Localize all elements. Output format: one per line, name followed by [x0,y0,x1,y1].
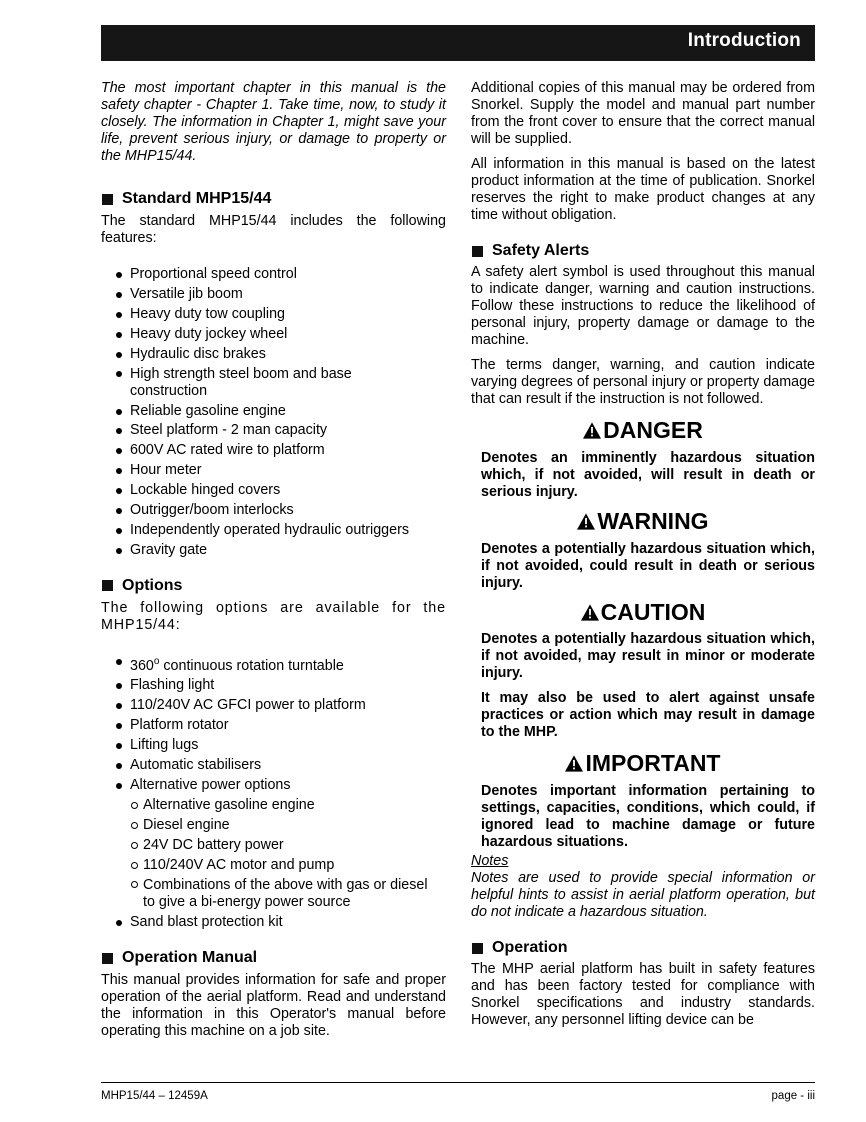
bullet-icon [116,763,122,769]
list-item: High strength steel boom and base construction [101,365,446,402]
list-item: Outrigger/boom interlocks [101,501,446,521]
list-item: Heavy duty jockey wheel [101,325,446,345]
info-paragraph: All information in this manual is based on the latest product information at the time of publication. Snorkel reserves the right to make product changes at any time without obligation. [471,156,815,223]
danger-text: Denotes an imminently hazardous situation which, if not avoided, will result in death or serious injury. [481,450,815,500]
list-item: Proportional speed control [101,265,446,285]
list-item: Automatic stabilisers [101,756,446,776]
standard-text: The standard MHP15/44 includes the following features: [101,213,446,246]
standard-features-list [101,265,446,561]
operation-manual-heading-text: Operation Manual [122,949,258,967]
bullet-icon [116,920,122,926]
warning-triangle-icon [583,422,601,439]
square-bullet-icon [102,194,113,205]
bullet-icon [116,448,122,454]
list-item: Hour meter [101,461,446,481]
footer-document-id: MHP15/44 – 12459A [101,1090,208,1102]
bullet-icon [116,723,122,729]
list-item: Steel platform - 2 man capacity [101,421,446,441]
bullet-icon [116,292,122,298]
important-title: IMPORTANT [471,749,815,777]
bullet-icon [116,312,122,318]
list-item: 360$^o$ continuous rotation turntable [101,652,446,677]
square-bullet-icon [102,953,113,964]
bullet-icon [116,409,122,415]
warning-title: WARNING [471,507,815,535]
circle-bullet-icon [131,862,138,869]
warning-triangle-icon [577,513,595,530]
caution-text-2: It may also be used to alert against unsafe practices or action which may result in damage to the MHP. [481,690,815,740]
bullet-icon [116,272,122,278]
sub-list-item: Combinations of the above with gas or diesel to give a bi-energy power source [101,876,446,913]
bullet-icon [116,683,122,689]
options-text: The following options are available for the MHP15/44: [101,599,446,633]
operation-manual-text: This manual provides information for safe and proper operation of the aerial platform. Read and understand the information in this Operator's manual before operating this machine on a job site. [101,972,446,1040]
bullet-icon [116,528,122,534]
sub-list-item: 110/240V AC motor and pump [101,856,446,876]
bullet-icon [116,743,122,749]
list-item: Independently operated hydraulic outriggers [101,521,446,541]
options-heading-text: Options [122,576,183,594]
list-item: Reliable gasoline engine [101,402,446,422]
important-text: Denotes important information pertaining to settings, capacities, conditions, which could, if ignored lead to machine damage or future hazardous situations. [481,783,815,850]
bullet-icon [116,548,122,554]
copies-paragraph: Additional copies of this manual may be ordered from Snorkel. Supply the model and manual part number from the front cover to ensure that the correct manual will be supplied. [471,80,815,147]
footer-divider [101,1082,815,1083]
list-item: Hydraulic disc brakes [101,345,446,365]
bullet-icon [116,508,122,514]
intro-paragraph: The most important chapter in this manual is the safety chapter - Chapter 1. Take time, now, to study it closely. The information in Chapter 1, might save your life, prevent serious injury, or damage to property or the MHP15/44. [101,80,446,164]
options-list-end [101,913,446,933]
list-item: Sand blast protection kit [101,913,446,933]
bullet-icon [116,703,122,709]
operation-manual-heading [101,948,446,968]
standard-heading-text: Standard MHP15/44 [122,190,272,207]
safety-alerts-p2: The terms danger, warning, and caution indicate varying degrees of personal injury or property damage that can result if the instruction is not followed. [471,357,815,407]
list-item: Flashing light [101,676,446,696]
safety-alerts-p1: A safety alert symbol is used throughout this manual to indicate danger, warning and caution instructions. Follow these instructions to reduce the likelihood of personal injury, property damage or damage to the machine. [471,264,815,348]
sub-list-item: Diesel engine [101,816,446,836]
caution-title: CAUTION [471,598,815,626]
circle-bullet-icon [131,822,138,829]
list-item: 600V AC rated wire to platform [101,441,446,461]
list-item: Gravity gate [101,541,446,561]
notes-heading: Notes [471,853,509,869]
caution-text: Denotes a potentially hazardous situation which, if not avoided, may result in minor or moderate injury. [481,631,815,681]
bullet-icon [116,352,122,358]
page-title: Introduction [687,30,801,51]
bullet-icon [116,428,122,434]
safety-alerts-heading-text: Safety Alerts [492,242,590,259]
power-options-list [101,796,446,913]
danger-title: DANGER [471,416,815,444]
operation-text: The MHP aerial platform has built in safety features and has been factory tested for compliance with Snorkel specifications and industry standards. However, any personnel lifting device can be [471,961,815,1028]
bullet-icon [116,659,122,665]
square-bullet-icon [472,246,483,257]
warning-text: Denotes a potentially hazardous situation which, if not avoided, could result in death or serious injury. [481,541,815,591]
sub-list-item: 24V DC battery power [101,836,446,856]
list-item: Heavy duty tow coupling [101,305,446,325]
warning-triangle-icon [565,755,583,772]
safety-alerts-heading [471,241,815,261]
bullet-icon [116,371,122,377]
sub-list-item: Alternative gasoline engine [101,796,446,816]
warning-triangle-icon [581,604,599,621]
standard-heading [101,189,446,209]
square-bullet-icon [472,943,483,954]
notes-text: Notes are used to provide special information or helpful hints to assist in aerial platform operation, but do not indicate a hazardous situation. [471,870,815,920]
footer-page-number: page - iii [771,1090,815,1102]
right-column [471,80,815,1029]
header-bar [101,25,815,61]
left-column [101,80,446,1040]
list-item: Lifting lugs [101,736,446,756]
circle-bullet-icon [131,802,138,809]
operation-heading [471,938,815,958]
operation-heading-text: Operation [492,939,568,956]
bullet-icon [116,488,122,494]
circle-bullet-icon [131,842,138,849]
options-list [101,652,446,796]
list-item: Alternative power options [101,776,446,796]
list-item: Platform rotator [101,716,446,736]
bullet-icon [116,332,122,338]
circle-bullet-icon [131,881,138,888]
bullet-icon [116,468,122,474]
bullet-icon [116,783,122,789]
list-item: Versatile jib boom [101,285,446,305]
list-item: 110/240V AC GFCI power to platform [101,696,446,716]
options-heading [101,576,446,596]
list-item: Lockable hinged covers [101,481,446,501]
square-bullet-icon [102,580,113,591]
